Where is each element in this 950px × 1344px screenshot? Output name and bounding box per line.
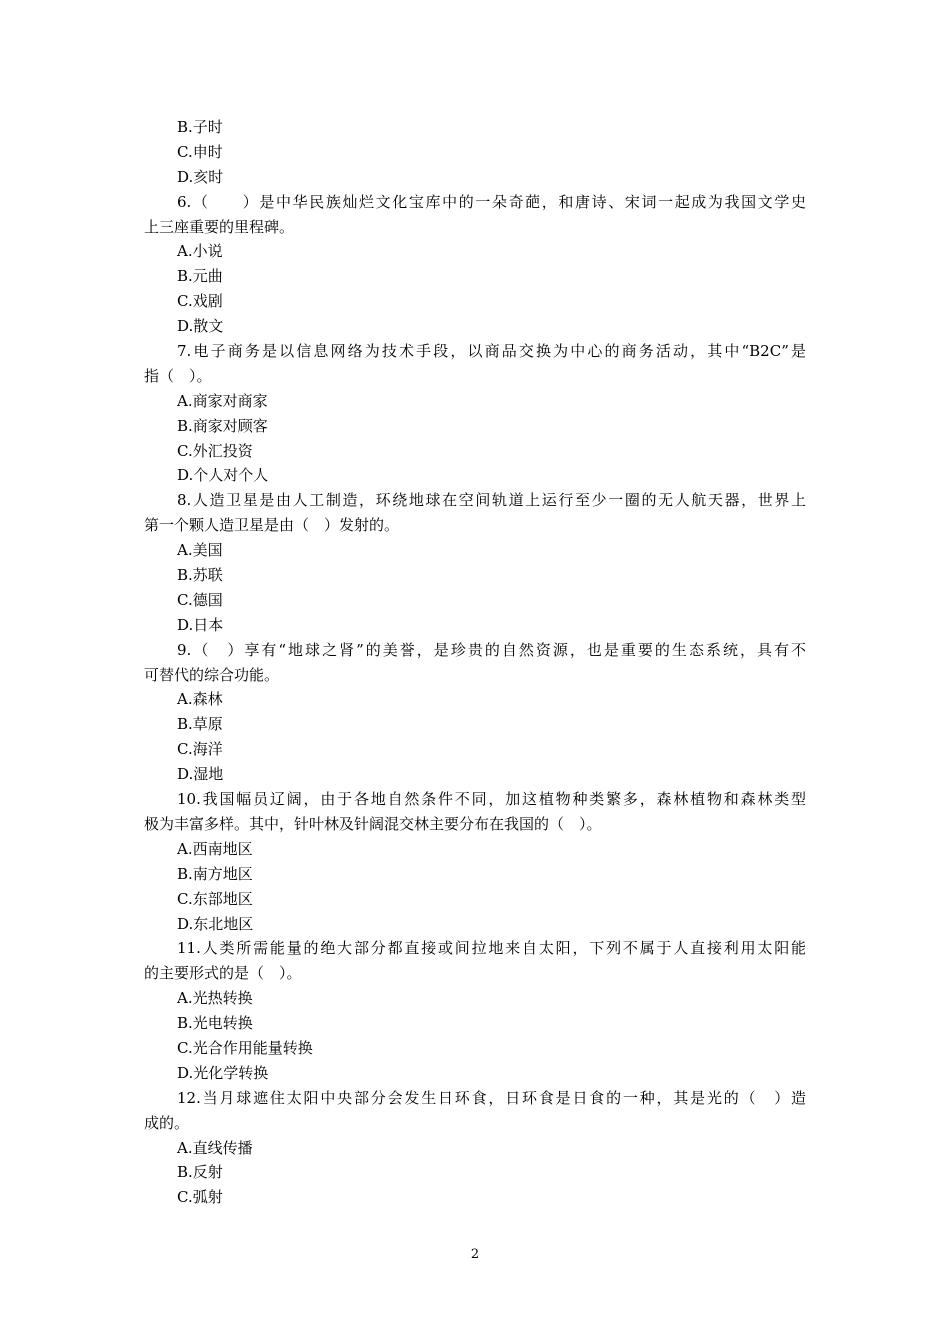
- answer-option: A.直线传播: [177, 1138, 253, 1157]
- answer-option: B.元曲: [177, 267, 223, 286]
- answer-option: D.亥时: [177, 167, 224, 186]
- answer-option: B.子时: [177, 118, 223, 136]
- answer-option: D.个人对个人: [177, 466, 269, 485]
- answer-option: C.弧射: [177, 1188, 223, 1207]
- answer-option: D.日本: [177, 615, 224, 634]
- answer-option: D.东北地区: [177, 914, 254, 933]
- question-text: 9.（ ）享有“地球之肾”的美誉，是珍贵的自然资源，也是重要的生态系统，具有不: [177, 640, 806, 659]
- answer-option: B.南方地区: [177, 864, 253, 883]
- question-text: 12.当月球遮住太阳中央部分会发生日环食，日环食是日食的一种，其是光的（ ）造: [177, 1088, 806, 1107]
- answer-option: A.森林: [177, 690, 223, 709]
- answer-option: C.外汇投资: [177, 441, 253, 460]
- answer-option: C.戏剧: [177, 292, 223, 311]
- question-text: 6.（ ）是中华民族灿烂文化宝库中的一朵奇葩，和唐诗、宋词一起成为我国文学史: [177, 192, 806, 211]
- answer-option: B.商家对顾客: [177, 416, 268, 435]
- answer-option: A.光热转换: [177, 989, 253, 1008]
- answer-option: B.草原: [177, 715, 223, 734]
- answer-option: B.反射: [177, 1163, 223, 1182]
- question-text-continued: 极为丰富多样。其中，针叶林及针阔混交林主要分布在我国的（ ）。: [144, 814, 602, 833]
- answer-option: C.申时: [177, 142, 223, 161]
- question-text: 11.人类所需能量的绝大部分都直接或间拉地来自太阳，下列不属于人直接利用太阳能: [177, 939, 806, 958]
- answer-option: B.苏联: [177, 566, 223, 585]
- answer-option: D.散文: [177, 317, 224, 336]
- page-number: 2: [470, 1247, 480, 1262]
- answer-option: B.光电转换: [177, 1014, 253, 1033]
- document-body: [144, 115, 806, 1210]
- question-text: 7.电子商务是以信息网络为技术手段，以商品交换为中心的商务活动，其中“B2C”是: [177, 342, 806, 361]
- question-text-continued: 的主要形式的是（ ）。: [144, 964, 302, 983]
- question-text-continued: 指（ ）。: [144, 366, 212, 385]
- answer-option: C.德国: [177, 590, 223, 609]
- question-text: 8.人造卫星是由人工制造，环绕地球在空间轨道上运行至少一圈的无人航天器，世界上: [177, 491, 806, 510]
- question-text: 10.我国幅员辽阔，由于各地自然条件不同，加这植物种类繁多，森林植物和森林类型: [177, 790, 806, 809]
- answer-option: C.东部地区: [177, 889, 253, 908]
- answer-option: A.小说: [177, 242, 223, 261]
- question-text-continued: 成的。: [144, 1113, 190, 1132]
- answer-option: D.光化学转换: [177, 1063, 269, 1082]
- answer-option: A.西南地区: [177, 839, 253, 858]
- answer-option: D.湿地: [177, 765, 224, 784]
- answer-option: C.光合作用能量转换: [177, 1038, 313, 1057]
- answer-option: C.海洋: [177, 740, 223, 759]
- question-text-continued: 可替代的综合功能。: [144, 665, 280, 684]
- question-text-continued: 第一个颗人造卫星是由（ ）发射的。: [144, 516, 400, 535]
- answer-option: A.商家对商家: [177, 391, 268, 410]
- question-text-continued: 上三座重要的里程碑。: [144, 217, 295, 236]
- answer-option: A.美国: [177, 541, 223, 560]
